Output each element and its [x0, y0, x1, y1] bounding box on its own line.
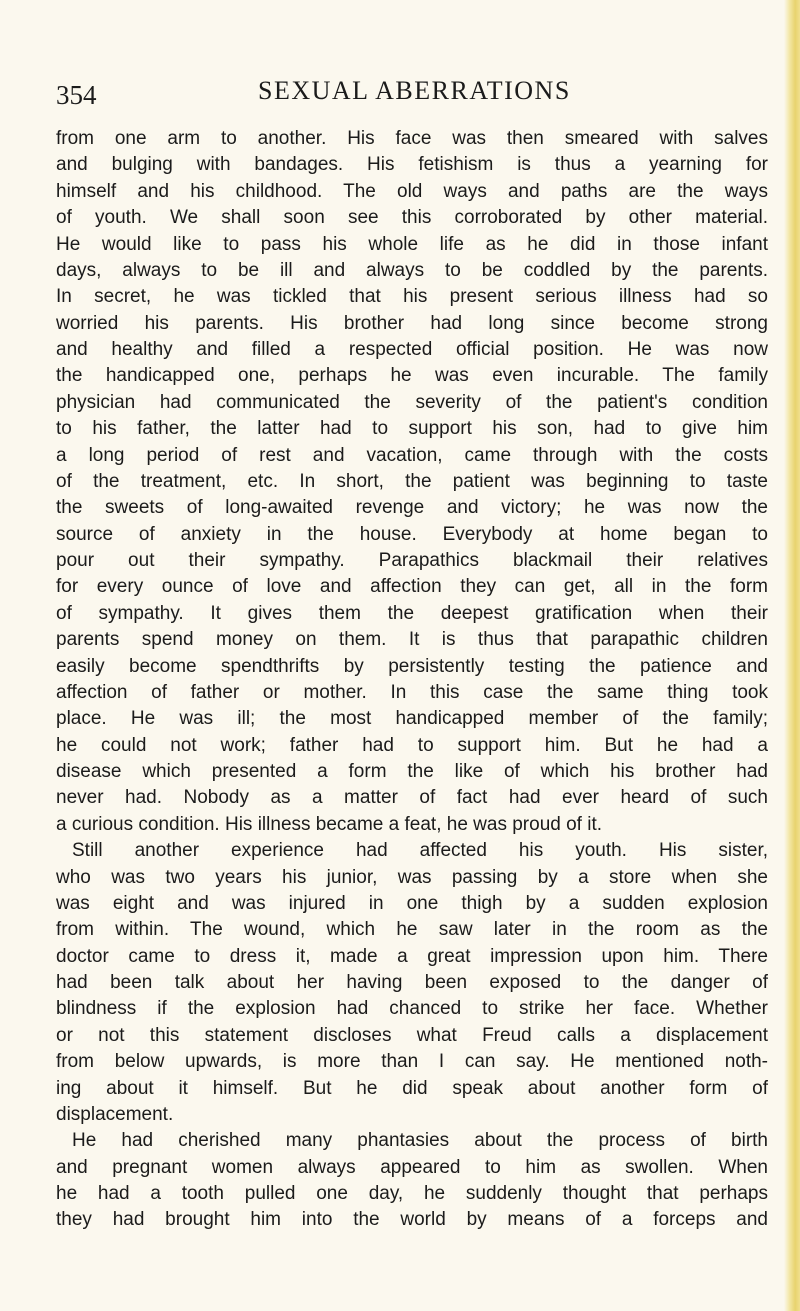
text-line: affection of father or mother. In this case the same thing took [56, 681, 768, 703]
text-line: had been talk about her having been exposed to the danger of [56, 972, 768, 993]
text-line: and healthy and filled a respected official position. He was now [56, 339, 768, 360]
running-head [56, 76, 756, 116]
page-number: 354 [56, 80, 97, 110]
text-line: from one arm to another. His face was then smeared with salves [56, 128, 768, 149]
text-line: ing about it himself. But he did speak about another form of [56, 1077, 768, 1099]
text-line: the handicapped one, perhaps he was even incurable. The family [56, 365, 768, 387]
text-line: of the treatment, etc. In short, the patient was beginning to taste [56, 470, 768, 492]
text-line: In secret, he was tickled that his present serious illness had so [56, 286, 768, 308]
text-line: a long period of rest and vacation, came through with the costs [56, 444, 768, 466]
text-line: Still another experience had affected his youth. His sister, [72, 840, 768, 862]
text-line: physician had communicated the severity of the patient's condition [56, 391, 768, 413]
text-line: source of anxiety in the house. Everybody at home began to [56, 523, 768, 545]
text-line: displacement. [56, 1103, 174, 1125]
text-line: from within. The wound, which he saw later in the room as the [56, 919, 768, 941]
text-line: who was two years his junior, was passing by a store when she [56, 866, 768, 888]
text-line: and bulging with bandages. His fetishism is thus a yearning for [56, 154, 768, 176]
text-line: to his father, the latter had to support his son, had to give him [56, 418, 768, 440]
text-line: of sympathy. It gives them the deepest gratification when their [56, 602, 768, 624]
text-line: doctor came to dress it, made a great impression upon him. There [56, 945, 768, 967]
text-line: of youth. We shall soon see this corroborated by other material. [56, 207, 768, 229]
running-title: SEXUAL ABERRATIONS [258, 76, 571, 105]
text-line: and pregnant women always appeared to him as swollen. When [56, 1156, 768, 1178]
text-line: himself and his childhood. The old ways and paths are the ways [56, 180, 768, 202]
text-line: days, always to be ill and always to be coddled by the parents. [56, 259, 768, 281]
text-line: was eight and was injured in one thigh by a sudden explosion [56, 892, 768, 914]
text-line: they had brought him into the world by means of a forceps and [56, 1209, 768, 1231]
text-line: parents spend money on them. It is thus that parapathic children [56, 629, 768, 651]
text-line: or not this statement discloses what Freud calls a displacement [56, 1024, 768, 1046]
text-line: he could not work; father had to support him. But he had a [56, 734, 768, 756]
page-edge [784, 0, 800, 1311]
text-line: disease which presented a form the like of which his brother had [56, 761, 768, 782]
text-line: place. He was ill; the most handicapped member of the family; [56, 708, 768, 730]
text-line: a curious condition. His illness became a feat, he was proud of it. [56, 813, 603, 835]
text-line: he had a tooth pulled one day, he suddenly thought that perhaps [56, 1183, 768, 1204]
text-line: worried his parents. His brother had long since become strong [56, 312, 768, 334]
text-line: pour out their sympathy. Parapathics blackmail their relatives [56, 550, 768, 571]
text-line: the sweets of long-awaited revenge and victory; he was now the [56, 497, 768, 519]
text-line: easily become spendthrifts by persistently testing the patience and [56, 655, 768, 677]
text-line: never had. Nobody as a matter of fact had ever heard of such [56, 787, 768, 809]
text-line: blindness if the explosion had chanced to strike her face. Whether [56, 998, 768, 1020]
body-text [56, 126, 768, 1234]
text-line: He had cherished many phantasies about the process of birth [72, 1130, 768, 1152]
text-line: for every ounce of love and affection they can get, all in the form [56, 576, 768, 598]
text-line: He would like to pass his whole life as he did in those infant [56, 233, 768, 255]
text-line: from below upwards, is more than I can say. He mentioned noth- [56, 1051, 768, 1073]
